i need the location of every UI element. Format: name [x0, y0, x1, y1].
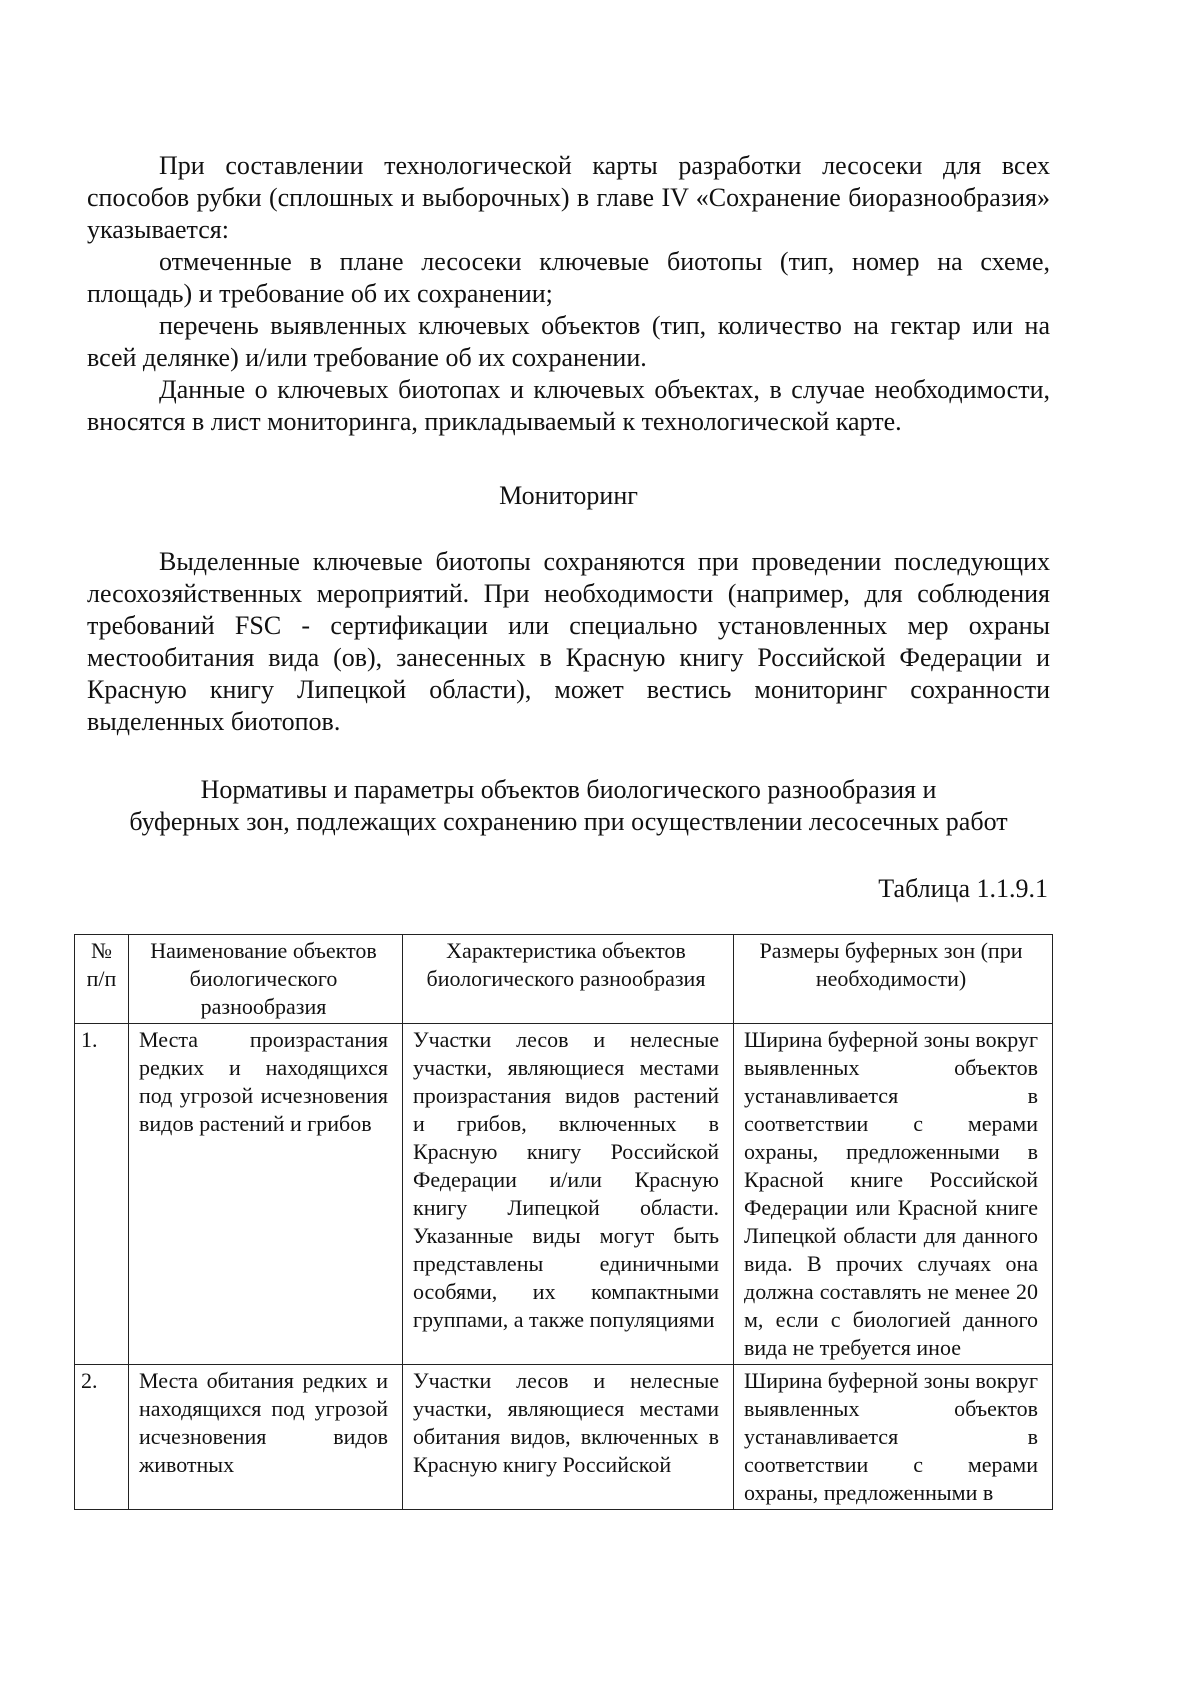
table-row: [75, 1365, 1053, 1510]
intro-paragraph-1: При составлении технологической карты разработки лесосеки для всех способов рубки (сплошных и выборочных) в главе IV «Сохранение биоразнообразия» указывается:: [87, 151, 1050, 244]
row-name: Места обитания редких и находящихся под угрозой исчезновения видов животных: [129, 1365, 403, 1510]
header-characteristic: Характеристика объектов биологического разнообразия: [403, 935, 734, 1024]
document-page: [87, 150, 1050, 904]
intro-paragraph-2: отмеченные в плане лесосеки ключевые биотопы (тип, номер на схеме, площадь) и требование об их сохранении;: [87, 247, 1050, 308]
intro-paragraph-3: перечень выявленных ключевых объектов (тип, количество на гектар или на всей делянке) и/или требование об их сохранении.: [87, 311, 1050, 372]
header-buffer: Размеры буферных зон (при необходимости): [734, 935, 1053, 1024]
norms-title-line-2: буферных зон, подлежащих сохранению при осуществлении лесосечных работ: [129, 807, 1008, 836]
row-buffer: Ширина буферной зоны вокруг выявленных объектов устанавливается в соответствии с мерами охраны, предложенными в: [734, 1365, 1053, 1510]
table-caption: Таблица 1.1.9.1: [878, 874, 1048, 903]
row-name: Места произрастания редких и находящихся под угрозой исчезновения видов растений и грибов: [129, 1024, 403, 1365]
monitoring-heading: Мониторинг: [499, 481, 638, 510]
norms-table: [74, 934, 1053, 1510]
row-characteristic: Участки лесов и нелесные участки, являющиеся местами обитания видов, включенных в Красную книгу Российской: [403, 1365, 734, 1510]
norms-title: [87, 774, 1050, 838]
row-characteristic: Участки лесов и нелесные участки, являющиеся местами произрастания видов растений и грибов, включенных в Красную книгу Российской Федерации и/или Красную книгу Липецкой области. Указанные виды могут быть представлены единичными особями, их компактными группами, а также популяциями: [403, 1024, 734, 1365]
header-num: № п/п: [75, 935, 129, 1024]
table-header-row: [75, 935, 1053, 1024]
header-name: Наименование объектов биологического разнообразия: [129, 935, 403, 1024]
row-buffer: Ширина буферной зоны вокруг выявленных объектов устанавливается в соответствии с мерами охраны, предложенными в Красной книге Российской Федерации или Красной книге Липецкой области для данного вида. В прочих случаях она должна составлять не менее 20 м, если с биологией данного вида не требуется иное: [734, 1024, 1053, 1365]
row-num: 1.: [75, 1024, 129, 1365]
norms-title-line-1: Нормативы и параметры объектов биологического разнообразия и: [200, 775, 937, 804]
monitoring-paragraph: Выделенные ключевые биотопы сохраняются при проведении последующих лесохозяйственных мероприятий. При необходимости (например, для соблюдения требований FSC - сертификации или специально установленных мер охраны местообитания вида (ов), занесенных в Красную книгу Российской Федерации и Красную книгу Липецкой области), может вестись мониторинг сохранности выделенных биотопов.: [87, 547, 1050, 736]
table-row: [75, 1024, 1053, 1365]
row-num: 2.: [75, 1365, 129, 1510]
intro-paragraph-4: Данные о ключевых биотопах и ключевых объектах, в случае необходимости, вносятся в лист мониторинга, прикладываемый к технологической карте.: [87, 375, 1050, 436]
